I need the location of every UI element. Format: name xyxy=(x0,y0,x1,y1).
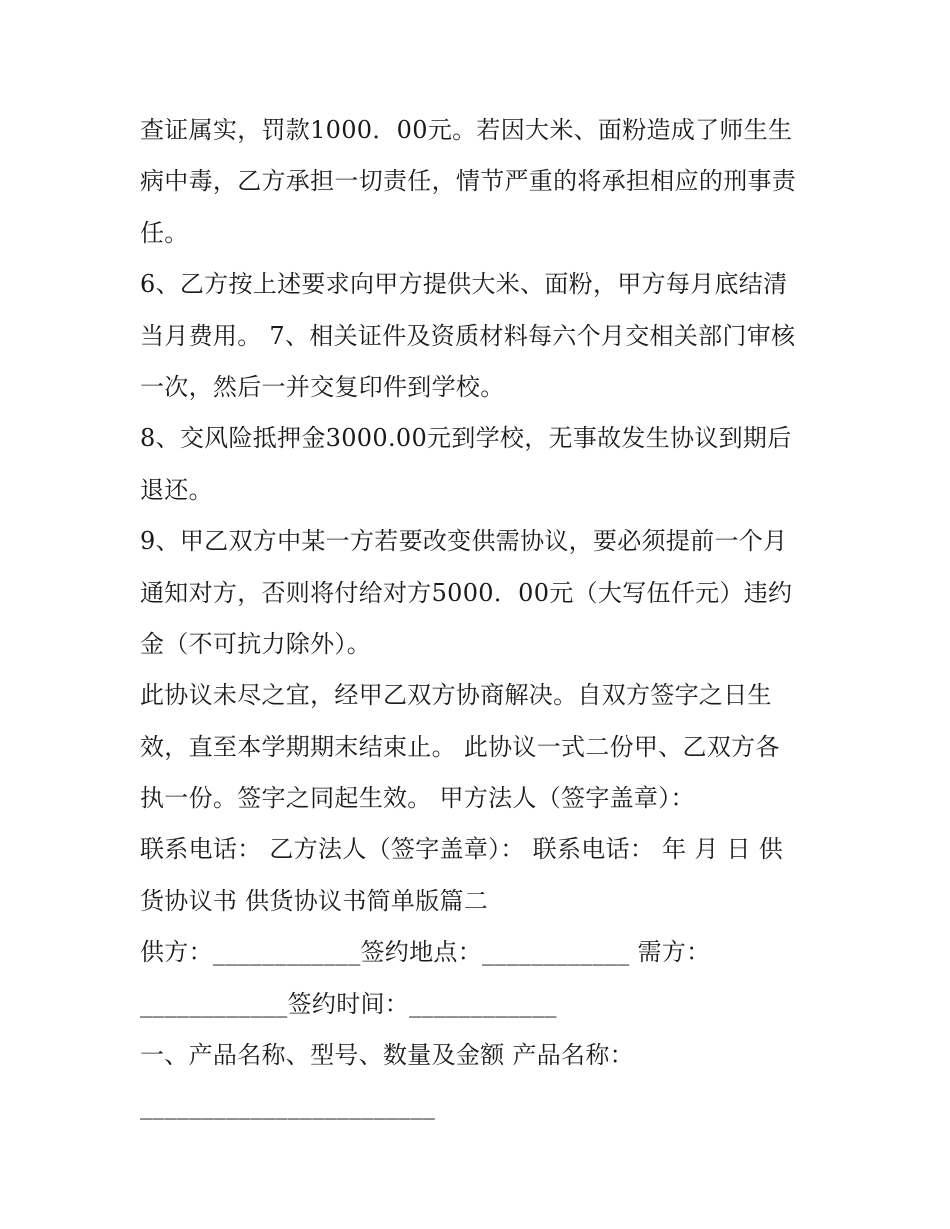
text-line: 查证属实，罚款1000．00元。若因大米、面粉造成了师生生 xyxy=(140,116,793,144)
text-line: 效，直至本学期期末结束止。 此协议一式二份甲、乙双方各 xyxy=(140,732,780,761)
text-line: 联系电话： 乙方法人（签字盖章）： 联系电话： 年 月 日 供 xyxy=(140,835,784,864)
text-line: 9、甲乙双方中某一方若要改变供需协议，要必须提前一个月 xyxy=(140,527,788,556)
text-line: 执一份。签字之同起生效。 甲方法人（签字盖章）： xyxy=(140,784,695,813)
text-line: 金（不可抗力除外）。 xyxy=(140,629,371,658)
text-line: 通知对方，否则将付给对方5000．00元（大写伍仟元）违约 xyxy=(140,578,793,607)
text-line: 货协议书 供货协议书简单版篇二 xyxy=(140,886,489,915)
text-line: 当月费用。 7、相关证件及资质材料每六个月交相关部门审核 xyxy=(140,321,796,350)
text-line: 任。 xyxy=(140,218,189,247)
text-line: 8、交风险抵押金3000.00元到学校，无事故发生协议到期后 xyxy=(140,424,792,453)
text-line: 一次，然后一并交复印件到学校。 xyxy=(140,372,505,401)
text-line: 此协议未尽之宜，经甲乙双方协商解决。自双方签字之日生 xyxy=(140,681,772,710)
text-line: ________________________ xyxy=(140,1092,436,1121)
text-line: 退还。 xyxy=(140,475,213,504)
text-line: 供方：____________签约地点：____________ 需方： xyxy=(140,938,711,967)
document-body xyxy=(140,105,820,1133)
text-line: ____________签约时间：____________ xyxy=(140,989,557,1018)
text-line: 6、乙方按上述要求向甲方提供大米、面粉，甲方每月底结清 xyxy=(140,270,788,299)
text-line: 病中毒，乙方承担一切责任，情节严重的将承担相应的刑事责 xyxy=(140,167,797,196)
text-line: 一、产品名称、型号、数量及金额 产品名称： xyxy=(140,1041,634,1070)
